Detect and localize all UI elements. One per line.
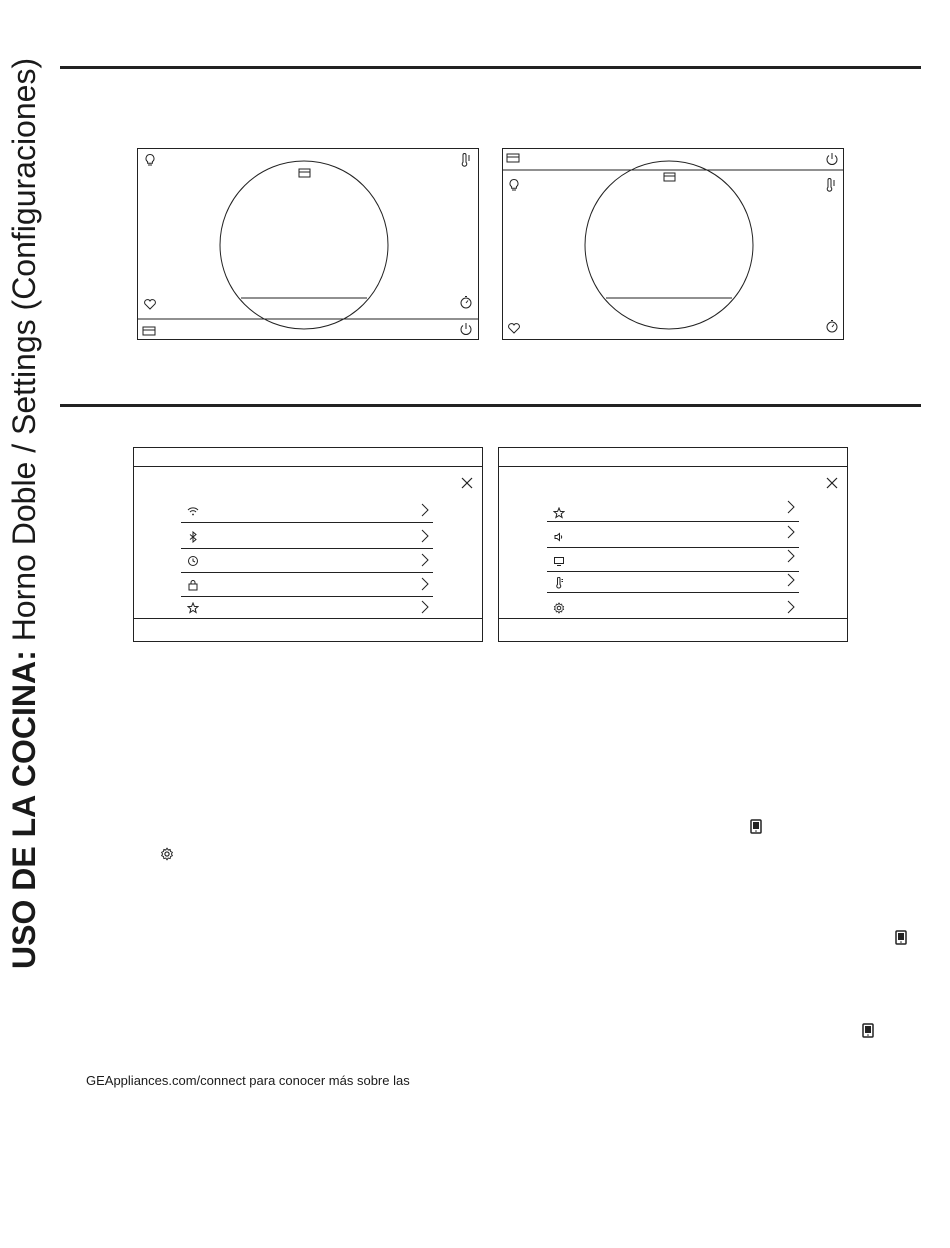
chevron-right-icon	[421, 600, 429, 614]
clock-icon	[187, 554, 199, 566]
menu-item-wifi[interactable]	[181, 498, 433, 523]
upper-oven-diagram	[503, 149, 843, 339]
menu-item-bluetooth[interactable]	[181, 524, 433, 549]
lock-icon	[187, 578, 199, 590]
bluetooth-icon	[187, 530, 199, 542]
chevron-right-icon	[787, 600, 795, 614]
lower-oven-diagram	[138, 149, 478, 339]
lower-oven-screen	[137, 148, 479, 340]
menu-header-bar	[499, 448, 847, 467]
chevron-right-icon	[421, 577, 429, 591]
side-title-regular: Horno Doble / Settings (Configuraciones)	[6, 57, 42, 651]
menu-footer-bar	[499, 618, 847, 641]
menu-item-sound[interactable]	[547, 524, 799, 548]
section-rule-middle	[60, 404, 921, 407]
gear-icon	[160, 847, 173, 860]
oven-icon[interactable]	[506, 151, 520, 165]
footer-text: GEAppliances.com/connect para conocer más sobre las	[86, 1073, 410, 1088]
close-icon[interactable]	[825, 476, 839, 490]
heart-icon[interactable]	[507, 321, 521, 335]
star-icon	[553, 506, 565, 518]
chevron-right-icon	[787, 500, 795, 514]
settings-menu-2	[498, 447, 848, 642]
power-icon[interactable]	[459, 322, 473, 336]
power-icon[interactable]	[825, 152, 839, 166]
display-icon	[553, 554, 565, 566]
section-rule-top	[60, 66, 921, 69]
heart-icon[interactable]	[143, 297, 157, 311]
menu-item-display[interactable]	[547, 548, 799, 572]
upper-oven-screen	[502, 148, 844, 340]
gear-icon	[553, 601, 565, 613]
chevron-right-icon	[421, 529, 429, 543]
menu-item-settings[interactable]	[547, 595, 799, 619]
menu-header-bar	[134, 448, 482, 467]
tablet-icon	[750, 819, 762, 834]
menu-item-lock[interactable]	[181, 572, 433, 597]
speaker-icon	[553, 530, 565, 542]
menu-item-star[interactable]	[181, 595, 433, 619]
menu-footer-bar	[134, 618, 482, 641]
chevron-right-icon	[787, 525, 795, 539]
timer-icon[interactable]	[825, 319, 839, 333]
chevron-right-icon	[421, 553, 429, 567]
tablet-icon	[862, 1023, 874, 1038]
wifi-icon	[187, 504, 199, 516]
menu-item-clock[interactable]	[181, 548, 433, 573]
settings-menu-1	[133, 447, 483, 642]
close-icon[interactable]	[460, 476, 474, 490]
thermometer-icon[interactable]	[458, 153, 472, 167]
light-bulb-icon[interactable]	[143, 153, 157, 167]
light-bulb-icon[interactable]	[507, 178, 521, 192]
chevron-right-icon	[787, 549, 795, 563]
menu-item-temperature[interactable]	[547, 572, 799, 593]
thermometer-icon	[553, 576, 565, 588]
oven-icon[interactable]	[142, 324, 156, 338]
tablet-icon	[895, 930, 907, 945]
timer-icon[interactable]	[459, 295, 473, 309]
side-title	[6, 29, 42, 969]
side-title-bold: USO DE LA COCINA:	[6, 650, 42, 969]
menu-item-star[interactable]	[547, 497, 799, 522]
chevron-right-icon	[787, 573, 795, 587]
thermometer-icon[interactable]	[823, 178, 837, 192]
chevron-right-icon	[421, 503, 429, 517]
star-icon	[187, 601, 199, 613]
